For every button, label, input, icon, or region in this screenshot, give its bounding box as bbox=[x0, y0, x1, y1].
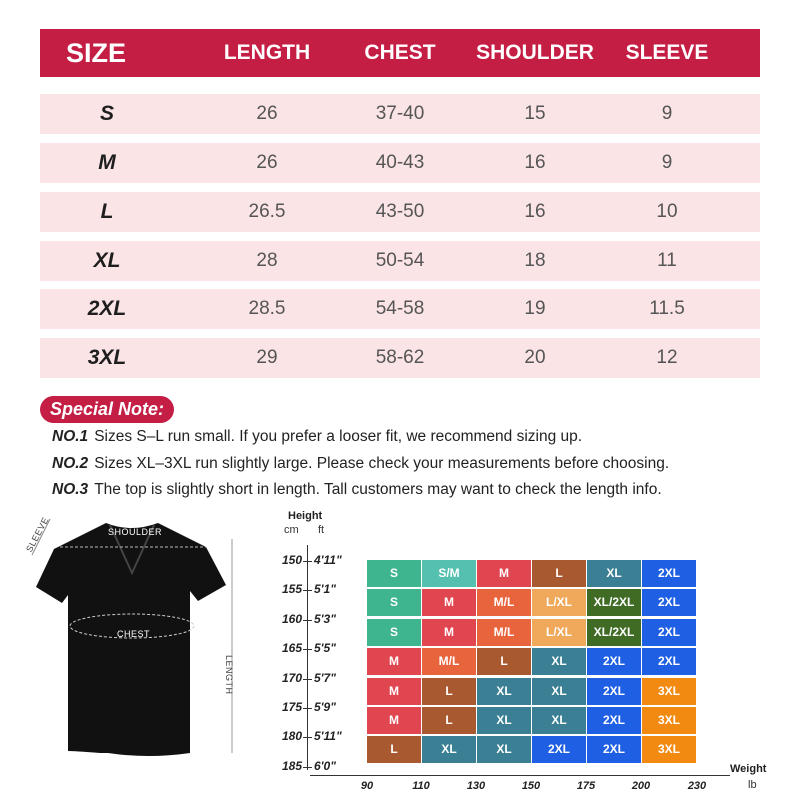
height-ft-label: 4'11" bbox=[314, 553, 342, 567]
grid-cell: XL bbox=[587, 560, 641, 587]
height-cm-label: 165 bbox=[281, 641, 302, 656]
height-tick bbox=[303, 737, 312, 738]
note-3-text: The top is slightly short in length. Tall customers may want to check the length info. bbox=[94, 481, 662, 498]
weight-label: 200 bbox=[631, 780, 651, 792]
size-row bbox=[40, 192, 760, 232]
header-size: SIZE bbox=[66, 38, 127, 68]
height-cm-label: 180 bbox=[281, 729, 302, 744]
size-row bbox=[40, 143, 760, 183]
grid-cell: XL bbox=[422, 736, 476, 763]
grid-cell: M bbox=[477, 560, 531, 587]
note-3-num: NO.3 bbox=[52, 481, 89, 498]
size-cell-chest: 43-50 bbox=[375, 201, 425, 222]
size-cell-shoulder: 16 bbox=[524, 152, 546, 173]
ft-unit: ft bbox=[318, 524, 325, 536]
grid-cell: XL bbox=[532, 707, 586, 734]
note-2-num: NO.2 bbox=[52, 455, 89, 472]
grid-cell: M bbox=[422, 589, 476, 616]
grid-cell: S/M bbox=[422, 560, 476, 587]
size-cell-size: M bbox=[98, 151, 116, 174]
weight-label: 230 bbox=[687, 780, 707, 792]
size-cell-shoulder: 20 bbox=[524, 347, 546, 368]
size-cell-length: 28 bbox=[256, 250, 278, 271]
size-cell-chest: 50-54 bbox=[375, 250, 425, 271]
size-cell-size: L bbox=[100, 200, 114, 223]
grid-cell: XL bbox=[532, 648, 586, 675]
height-ft-label: 6'0" bbox=[314, 758, 336, 773]
grid-cell: L bbox=[367, 736, 421, 763]
weight-label: 150 bbox=[521, 780, 541, 792]
height-cm-label: 170 bbox=[281, 670, 302, 685]
weight-label: 175 bbox=[576, 780, 596, 792]
size-cell-length: 26 bbox=[256, 103, 278, 124]
header-chest: CHEST bbox=[364, 41, 436, 64]
size-cell-size: 2XL bbox=[87, 297, 127, 320]
size-row bbox=[40, 338, 760, 378]
height-tick bbox=[303, 767, 312, 768]
size-cell-sleeve: 11 bbox=[657, 250, 677, 271]
size-cell-sleeve: 11.5 bbox=[649, 298, 685, 319]
grid-cell: 3XL bbox=[642, 707, 696, 734]
height-tick bbox=[303, 620, 312, 621]
height-ft-label: 5'5" bbox=[314, 641, 336, 656]
note-3 bbox=[52, 481, 662, 499]
weight-label: 110 bbox=[412, 780, 430, 792]
grid-cell: 2XL bbox=[642, 648, 696, 675]
grid-cell: 2XL bbox=[587, 648, 641, 675]
size-cell-chest: 40-43 bbox=[375, 152, 425, 173]
grid-cell: M bbox=[367, 648, 421, 675]
grid-cell: 2XL bbox=[642, 589, 696, 616]
height-cm-label: 175 bbox=[281, 700, 302, 714]
grid-cell: M/L bbox=[477, 589, 531, 616]
grid-cell: 3XL bbox=[642, 736, 696, 763]
height-tick bbox=[303, 679, 312, 680]
grid-cell: M/L bbox=[477, 619, 531, 646]
header-sleeve: SLEEVE bbox=[625, 41, 709, 64]
grid-cell: S bbox=[367, 589, 421, 616]
grid-cell: L/XL bbox=[532, 619, 586, 646]
height-ft-label: 5'11" bbox=[314, 729, 342, 744]
size-cell-shoulder: 19 bbox=[524, 298, 546, 319]
grid-cell: 2XL bbox=[587, 707, 641, 734]
length-label: LENGTH bbox=[224, 655, 234, 695]
grid-cell: S bbox=[367, 560, 421, 587]
size-cell-size: 3XL bbox=[87, 346, 127, 369]
height-title: Height bbox=[288, 510, 323, 522]
note-1-num: NO.1 bbox=[52, 428, 89, 445]
grid-cell: 2XL bbox=[587, 678, 641, 705]
grid-cell: L bbox=[477, 648, 531, 675]
size-row bbox=[40, 241, 760, 281]
size-cell-length: 26 bbox=[256, 152, 278, 173]
sleeve-label: SLEEVE bbox=[24, 515, 51, 554]
size-cell-shoulder: 15 bbox=[524, 103, 546, 124]
weight-axis bbox=[310, 775, 730, 776]
height-tick bbox=[303, 590, 312, 591]
height-ft-label: 5'3" bbox=[314, 611, 336, 626]
size-row bbox=[40, 94, 760, 134]
grid-cell: M/L bbox=[422, 648, 476, 675]
size-cell-sleeve: 12 bbox=[656, 347, 678, 368]
size-cell-length: 29 bbox=[256, 347, 278, 368]
size-row bbox=[40, 289, 760, 329]
grid-cell: L/XL bbox=[532, 589, 586, 616]
grid-cell: M bbox=[367, 678, 421, 705]
grid-cell: 2XL bbox=[642, 619, 696, 646]
grid-cell: L bbox=[532, 560, 586, 587]
grid-cell: XL bbox=[477, 736, 531, 763]
height-axis bbox=[307, 545, 308, 770]
height-ft-label: 5'9" bbox=[314, 700, 336, 714]
weight-title: Weight bbox=[730, 763, 767, 775]
grid-cell: XL bbox=[532, 678, 586, 705]
height-tick bbox=[303, 561, 312, 562]
weight-label: 90 bbox=[360, 780, 374, 792]
special-note-title: Special Note: bbox=[40, 396, 174, 423]
grid-cell: XL bbox=[477, 707, 531, 734]
header-shoulder: SHOULDER bbox=[476, 41, 594, 64]
size-cell-size: XL bbox=[93, 249, 121, 272]
size-cell-sleeve: 9 bbox=[661, 103, 673, 124]
grid-cell: 2XL bbox=[642, 560, 696, 587]
tshirt-diagram bbox=[26, 515, 256, 765]
size-cell-length: 28.5 bbox=[248, 298, 286, 319]
grid-cell: M bbox=[367, 707, 421, 734]
note-1-text: Sizes S–L run small. If you prefer a looser fit, we recommend sizing up. bbox=[94, 428, 583, 445]
grid-cell: M bbox=[422, 619, 476, 646]
size-cell-shoulder: 16 bbox=[524, 201, 546, 222]
height-ft-label: 5'7" bbox=[314, 670, 336, 685]
weight-label: 130 bbox=[466, 780, 486, 792]
height-ft-label: 5'1" bbox=[314, 582, 336, 597]
size-cell-length: 26.5 bbox=[248, 201, 286, 222]
height-cm-label: 160 bbox=[281, 611, 302, 626]
note-2 bbox=[52, 455, 669, 473]
height-tick bbox=[303, 708, 312, 709]
header-length: LENGTH bbox=[223, 41, 311, 64]
size-cell-chest: 37-40 bbox=[375, 103, 425, 124]
height-cm-label: 150 bbox=[281, 553, 302, 567]
size-table-header bbox=[40, 29, 760, 77]
grid-cell: XL/2XL bbox=[587, 619, 641, 646]
grid-cell: S bbox=[367, 619, 421, 646]
height-tick bbox=[303, 649, 312, 650]
grid-cell: XL/2XL bbox=[587, 589, 641, 616]
grid-cell: 3XL bbox=[642, 678, 696, 705]
size-cell-sleeve: 10 bbox=[656, 201, 678, 222]
tshirt-icon bbox=[26, 515, 256, 765]
grid-cell: XL bbox=[477, 678, 531, 705]
size-cell-chest: 54-58 bbox=[375, 298, 425, 319]
grid-cell: L bbox=[422, 678, 476, 705]
shoulder-label: SHOULDER bbox=[108, 527, 163, 537]
height-cm-label: 185 bbox=[281, 758, 302, 773]
note-1 bbox=[52, 428, 582, 446]
size-cell-chest: 58-62 bbox=[375, 347, 425, 368]
grid-cell: 2XL bbox=[587, 736, 641, 763]
grid-cell: 2XL bbox=[532, 736, 586, 763]
height-cm-label: 155 bbox=[281, 582, 302, 597]
size-cell-size: S bbox=[99, 102, 114, 125]
size-cell-shoulder: 18 bbox=[524, 250, 546, 271]
cm-unit: cm bbox=[284, 524, 299, 536]
chest-label: CHEST bbox=[117, 629, 151, 639]
grid-cell: L bbox=[422, 707, 476, 734]
lb-unit: lb bbox=[748, 779, 757, 791]
note-2-text: Sizes XL–3XL run slightly large. Please check your measurements before choosing. bbox=[94, 455, 670, 472]
size-cell-sleeve: 9 bbox=[661, 152, 673, 173]
